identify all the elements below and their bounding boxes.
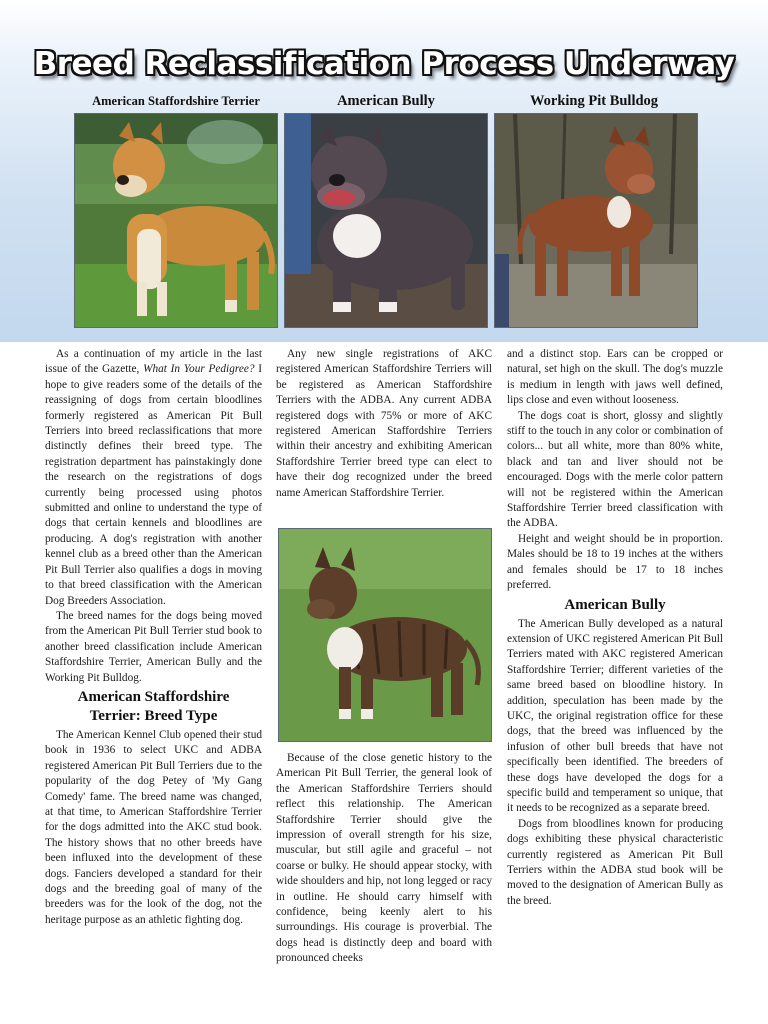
heading-staff-line1: American Staffordshire bbox=[77, 688, 230, 705]
col1-paragraph-3: The American Kennel Club opened their stud book in 1936 to select UKC and ADBA registered American Pit Bull Terriers due to the popularity of the dog Petey of 'My Gang Comedy' fame. The breed name was changed, at that time, to American Staffordshire Terrier for the dogs admitted into the AKC stud book. The history shows that no other breeds have been influxed into the development of these dogs. Fanciers developed a standard for their dogs and the breeding goal of many of the breeders was for the look of the dog, not the heritage purpose as an athletic fighting dog. bbox=[45, 728, 262, 926]
heading-staff-line2: Terrier: Breed Type bbox=[89, 707, 218, 724]
bully-photo-art bbox=[285, 114, 487, 327]
staff-photo-art bbox=[75, 114, 277, 327]
heading-staff-breed-type bbox=[45, 688, 262, 726]
label-american-staffordshire-terrier: American Staffordshire Terrier bbox=[92, 94, 260, 108]
col3-paragraph-1: and a distinct stop. Ears can be cropped or natural, set high on the skull. The dog's muzzle is medium in length with jaws well defined, lips close and even without looseness. bbox=[507, 348, 723, 407]
article-column-2-lower bbox=[276, 751, 492, 967]
pit-photo-art bbox=[495, 114, 697, 327]
col1-p1-text-b: I hope to give readers some of the details of the reassigning of dogs from certain bloodlines formerly registered as American Pit Bull Terriers into breed reclassifications that more distinctly defines their breed type. The registration department has painstakingly done the research on the registrations of dogs currently being processed using photos submitted and online to understand the type of dogs that certain kennels and bloodlines are producing. A dog's registration with another kennel club as a breed other than the American Pit Bull Terrier also qualifies a dogs in moving to that breed classification with the American Dog Breeders Association. bbox=[45, 363, 263, 607]
col3-paragraph-4: The American Bully developed as a natural extension of UKC registered American Pit Bull Terriers mated with AKC registered American Staffordshire Terrier; different varieties of the same breed based on bloodline history. In addition, speculation has been made by the UKC, the original registration office for these dogs, that the breed was influenced by the infusion of other bull breeds that have not specifically been identified. The breeders of these dogs have developed the dogs for a specific build and temperament so unique, that it needs to be recognized as a separate breed. bbox=[507, 617, 723, 815]
headline: Breed Reclassification Process Underway bbox=[33, 46, 735, 82]
label-american-bully: American Bully bbox=[337, 93, 435, 109]
article-column-1 bbox=[45, 347, 262, 928]
col3-paragraph-2: The dogs coat is short, glossy and slightly stiff to the touch in any color or combination of colors... but all white, more than 80% white, black and tan and liver should not be encouraged. Dogs with the merle color pattern will not be registered within the American Staffordshire Terrier breed classification with the ADBA. bbox=[507, 409, 723, 530]
col2-paragraph-2: Because of the close genetic history to the American Pit Bull Terrier, the general look of the American Staffordshire Terriers should reflect this relationship. The American Staffordshire Terrier should give the impression of overall strength for his size, muscular, but still agile and graceful – not coarse or bulky. He should appear stocky, with wide shoulders and hip, not long legged or racy in outline. He should carry himself with confidence, being keenly alert to his surroundings. His courage is proverbial. The dogs head is distinctly deep and board with pronounced cheeks bbox=[276, 752, 492, 965]
col1-paragraph-2: The breed names for the dogs being moved from the American Pit Bull Terrier stud book to another breed classification include American Staffordshire Terrier, American Bully and the Working Pit Bulldog. bbox=[45, 609, 262, 684]
col2-paragraph-1: Any new single registrations of AKC registered American Staffordshire Terriers will be registered as American Staffordshire Terriers with the ADBA. Any current ADBA registered dogs with 75% or more of AKC registered American Staffordshire Terriers within their ancestry and exhibiting American Staffordshire Terrier breed type can elect to have their dog recognized under the breed name American Staffordshire Terrier. bbox=[276, 348, 492, 499]
article-column-2 bbox=[276, 347, 492, 501]
col1-p1-text-a: As a continuation of my article in the last issue of the Gazette, bbox=[45, 348, 262, 376]
brindle-staffordshire-photo bbox=[278, 528, 492, 742]
american-staffordshire-terrier-photo bbox=[74, 113, 278, 328]
col3-paragraph-5: Dogs from bloodlines known for producing dogs exhibiting these physical characteristic currently registered as American Pit Bull Terriers within the ADBA stud book will be moved to the designation of American Bully as the breed. bbox=[507, 817, 723, 907]
brindle-photo-art bbox=[279, 529, 491, 741]
col3-paragraph-3: Height and weight should be in proportion. Males should be 18 to 19 inches at the withers and females should be 17 to 18 inches preferred. bbox=[507, 532, 723, 592]
american-bully-photo bbox=[284, 113, 488, 328]
heading-american-bully: American Bully bbox=[564, 596, 666, 613]
col1-paragraph-1 bbox=[45, 347, 262, 609]
working-pit-bulldog-photo bbox=[494, 113, 698, 328]
article-column-3 bbox=[507, 347, 723, 909]
col1-p1-italic: What In Your Pedigree? bbox=[143, 363, 255, 376]
label-working-pit-bulldog: Working Pit Bulldog bbox=[529, 93, 659, 109]
